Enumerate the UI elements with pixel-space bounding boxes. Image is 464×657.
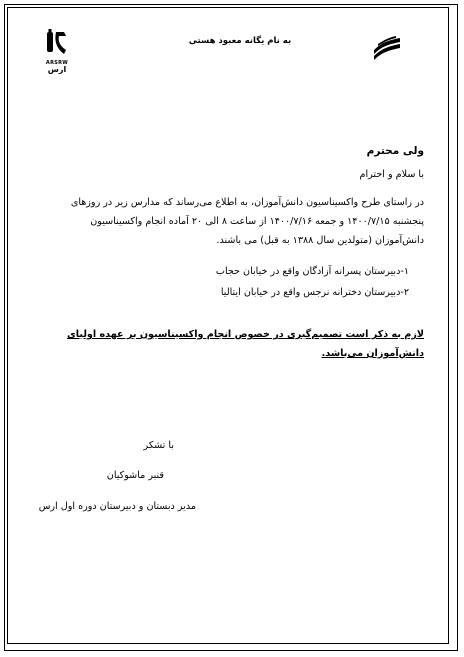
paragraph-line: پنجشنبه ۱۴۰۰/۷/۱۵ و جمعه ۱۴۰۰/۷/۱۶ از ساعت ۸ الی ۲۰ آماده انجام واکسیناسیون [90,216,424,227]
invocation-header: به نام یگانه معبود هستی [188,36,292,46]
paragraph-line: دانش‌آموزان (متولدین سال ۱۳۸۸ به قبل) می باشند. [216,235,424,246]
note-text: لازم به ذکر است تصمیم‌گیری در خصوص انجام واکسیناسیون بر عهده اولیای دانش‌آموزان می‌باشد. [67,329,424,359]
school-logo [44,28,70,74]
paragraph-line: در راستای طرح واکسیناسیون دانش‌آموزان، به اطلاع می‌رساند که مدارس زیر در روزهای [70,197,424,208]
school-emblem-icon [44,28,70,56]
closing: با تشکر [143,440,174,451]
school-logo-subtext: ARSRW [45,60,69,66]
school-list-item: ۲-دبیرستان دخترانه نرجس واقع در خیابان ایتالیا [220,287,409,298]
note-paragraph [40,325,424,363]
wave-logo-icon [372,36,402,60]
signer-name: قنبر ماشوکیان [106,470,164,481]
school-list-item: ۱-دبیرستان پسرانه آزادگان واقع در خیابان حجاب [215,266,409,277]
body-paragraph [40,193,424,250]
salutation: با سلام و احترام [359,169,424,180]
greeting: ولی محترم [366,145,424,157]
school-logo-text: ارس [47,65,67,74]
signer-title: مدیر دبستان و دبیرستان دوره اول ارس [38,501,196,512]
